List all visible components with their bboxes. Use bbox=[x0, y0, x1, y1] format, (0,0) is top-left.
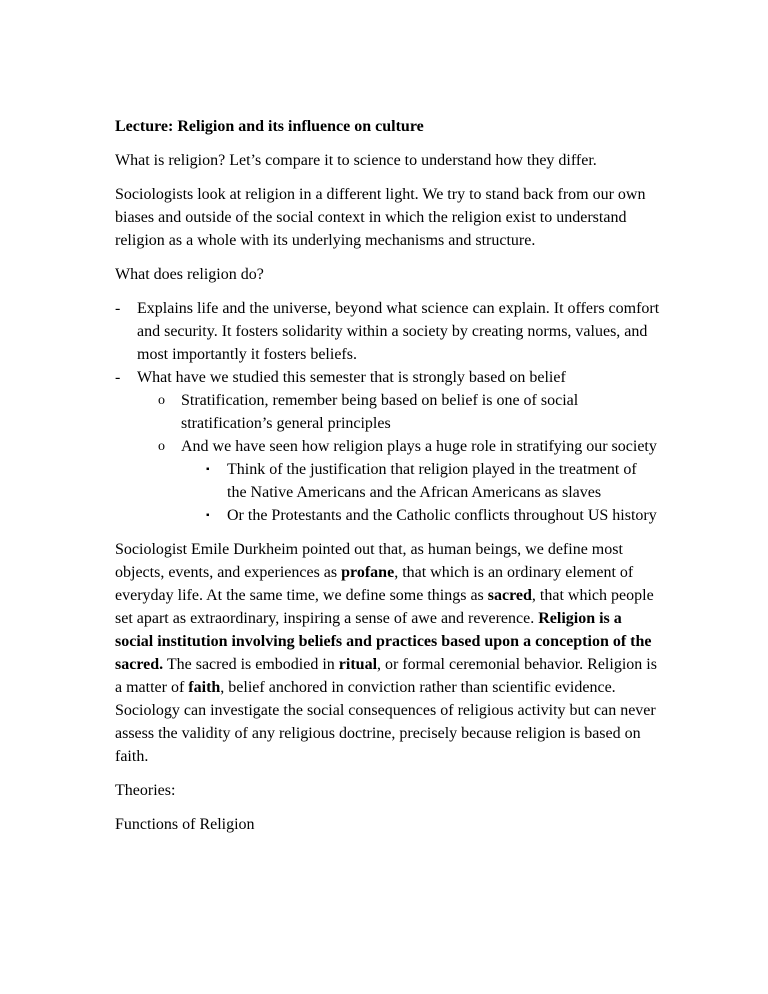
bold-term: faith bbox=[188, 679, 221, 696]
bold-term: ritual bbox=[338, 656, 378, 673]
text-run: , that which people set apart as extraordinary, inspiring a sense of awe and reverence. bbox=[115, 587, 654, 627]
functions-heading: Functions of Religion bbox=[115, 816, 255, 833]
list-item bbox=[115, 435, 660, 458]
bold-term: Religion is a social institution involving beliefs and practices based upon a conception of the sacred. bbox=[115, 610, 652, 673]
bullet-circle-icon: o bbox=[158, 393, 165, 408]
list-item-text: And we have seen how religion plays a huge role in stratifying our society bbox=[181, 438, 657, 455]
list-item bbox=[115, 504, 660, 527]
list-item-text: Explains life and the universe, beyond what science can explain. It offers comfort and security. It fosters solidarity within a society by creating norms, values, and most importantly it fosters beliefs. bbox=[137, 300, 660, 363]
list-item-text: Or the Protestants and the Catholic conflicts throughout US history bbox=[227, 507, 657, 524]
document-page bbox=[115, 115, 660, 847]
bullet-dash-icon: - bbox=[115, 369, 121, 386]
bullet-list bbox=[115, 297, 660, 527]
question-paragraph: What does religion do? bbox=[115, 266, 264, 283]
bullet-dash-icon: - bbox=[115, 300, 121, 317]
bold-term: profane bbox=[341, 564, 395, 581]
theories-heading: Theories: bbox=[115, 782, 176, 799]
text-run: , belief anchored in conviction rather than scientific evidence. Sociology can investigate the social consequences of religious activity but can never assess the validity of any religious doctrine, precisely because religion is based on faith. bbox=[115, 679, 656, 765]
lecture-title: Lecture: Religion and its influence on culture bbox=[115, 118, 424, 135]
list-item bbox=[115, 366, 660, 389]
text-run: The sacred is embodied in bbox=[163, 656, 339, 673]
bullet-square-icon: ▪ bbox=[206, 464, 210, 475]
list-item bbox=[115, 458, 660, 504]
list-item bbox=[115, 389, 660, 435]
list-item-text: Think of the justification that religion played in the treatment of the Native Americans and the African Americans as slaves bbox=[227, 461, 637, 501]
bullet-square-icon: ▪ bbox=[206, 510, 210, 521]
text-run: , or formal ceremonial behavior. Religion is a matter of bbox=[115, 656, 657, 696]
list-item bbox=[115, 297, 660, 366]
intro-paragraph: What is religion? Let’s compare it to science to understand how they differ. bbox=[115, 152, 597, 169]
text-run: , that which is an ordinary element of everyday life. At the same time, we define some things as bbox=[115, 564, 634, 604]
list-item-text: What have we studied this semester that is strongly based on belief bbox=[137, 369, 566, 386]
bold-term: sacred bbox=[487, 587, 532, 604]
list-item-text: Stratification, remember being based on belief is one of social stratification’s general principles bbox=[181, 392, 579, 432]
text-run: Sociologist Emile Durkheim pointed out that, as human beings, we define most objects, events, and experiences as bbox=[115, 541, 623, 581]
sociologists-paragraph: Sociologists look at religion in a different light. We try to stand back from our own biases and outside of the social context in which the religion exist to understand religion as a whole with its underlying mechanisms and structure. bbox=[115, 186, 646, 249]
durkheim-paragraph bbox=[115, 538, 660, 768]
bullet-circle-icon: o bbox=[158, 439, 165, 454]
